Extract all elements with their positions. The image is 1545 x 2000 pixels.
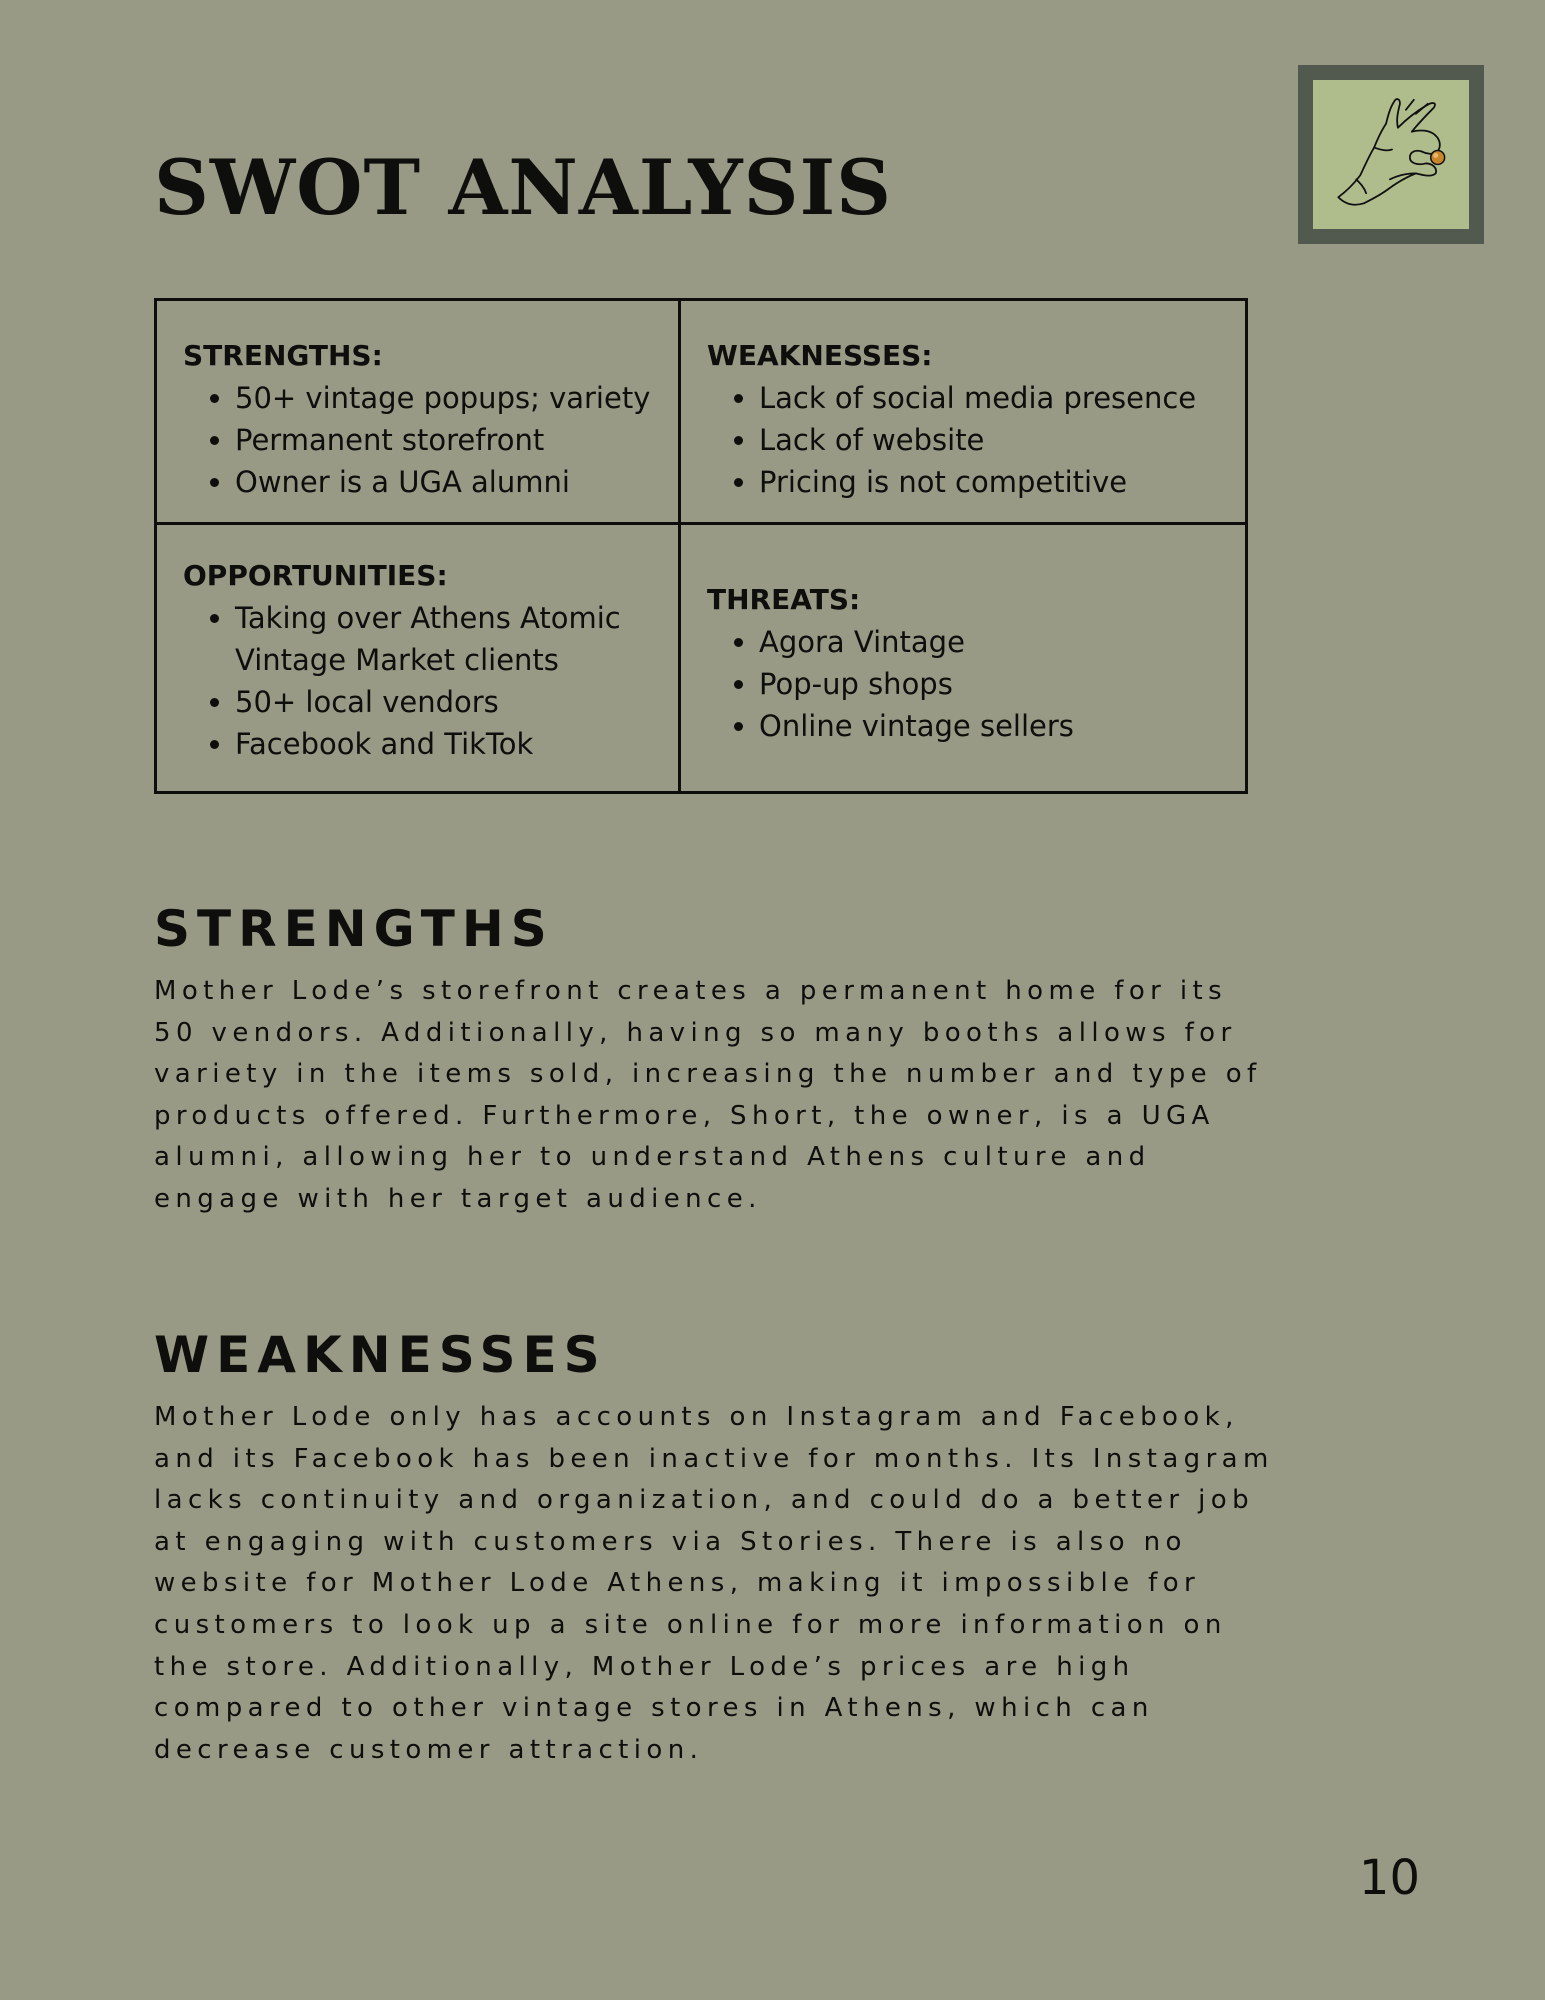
swot-list <box>183 597 652 765</box>
hand-holding-gem-icon <box>1313 80 1469 229</box>
swot-cell-title: STRENGTHS: <box>183 339 383 372</box>
strengths-paragraph: Mother Lode’s storefront creates a permanent home for its 50 vendors. Additionally, having so many booths allows for variety in the items sold, increasing the number and type of products offered. Furthermore, Short, the owner, is a UGA alumni, allowing her to understand Athens culture and engage with her target audience. <box>154 976 1262 1214</box>
swot-cell-title: OPPORTUNITIES: <box>183 559 448 592</box>
swot-list <box>707 377 1219 503</box>
list-item: • Pricing is not competitive <box>759 461 1219 503</box>
page-title: SWOT ANALYSIS <box>154 143 893 232</box>
list-item: • 50+ vintage popups; variety <box>235 377 652 419</box>
swot-table <box>154 298 1248 794</box>
swot-cell-opportunities <box>157 525 681 791</box>
weaknesses-paragraph: Mother Lode only has accounts on Instagram and Facebook, and its Facebook has been inactive for months. Its Instagram lacks continuity and organization, and could do a better job at engaging with customers via Stories. There is also no website for Mother Lode Athens, making it impossible for customers to look up a site online for more information on the store. Additionally, Mother Lode’s prices are high compared to other vintage stores in Athens, which can decrease customer attraction. <box>154 1402 1274 1765</box>
list-item: • 50+ local vendors <box>235 681 652 723</box>
swot-cell-threats <box>681 525 1245 791</box>
list-item: • Online vintage sellers <box>759 705 1219 747</box>
swot-cell-title: WEAKNESSES: <box>707 339 933 372</box>
page-number: 10 <box>1358 1850 1420 1906</box>
list-item: • Lack of social media presence <box>759 377 1219 419</box>
list-item: • Pop-up shops <box>759 663 1219 705</box>
list-item: • Agora Vintage <box>759 621 1219 663</box>
logo <box>1298 65 1484 244</box>
weaknesses-heading: WEAKNESSES <box>154 1326 607 1384</box>
list-item: • Taking over Athens Atomic Vintage Market clients <box>235 597 652 681</box>
list-item: • Owner is a UGA alumni <box>235 461 652 503</box>
list-item: • Lack of website <box>759 419 1219 461</box>
swot-list <box>183 377 652 503</box>
strengths-heading: STRENGTHS <box>154 900 554 958</box>
list-item: • Permanent storefront <box>235 419 652 461</box>
list-item: • Facebook and TikTok <box>235 723 652 765</box>
swot-list <box>707 621 1219 747</box>
swot-cell-weaknesses <box>681 301 1245 525</box>
swot-cell-strengths <box>157 301 681 525</box>
swot-cell-title: THREATS: <box>707 583 861 616</box>
